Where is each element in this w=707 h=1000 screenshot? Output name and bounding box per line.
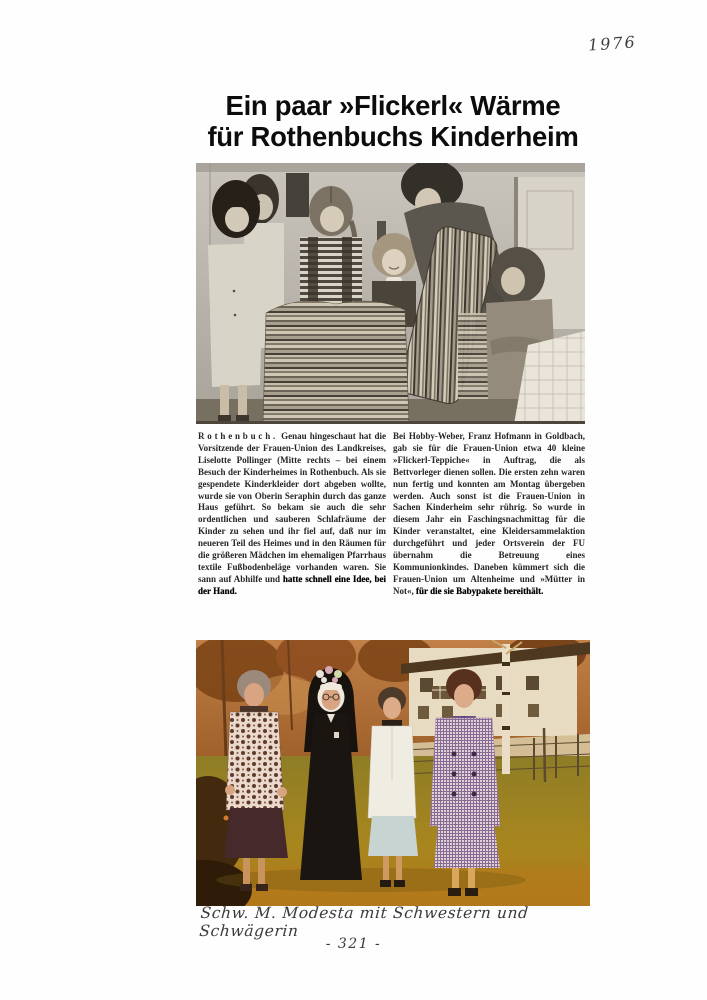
article-column-right [393,431,585,598]
bw-top-blur [196,163,585,172]
lead-in-place: Rothenbuch. [198,431,279,441]
nun [300,666,362,880]
color-group-photo [196,640,590,906]
wall-picture-icon [286,173,309,217]
left-column-text: Genau hingeschaut hat die Vorsitzende der Frauen-Union des Landkreises, Liselotte Pollinger (Mitte rechts – bei einem Besuch der Kinderheimes in Rothenbuch. Als sie gespendete Kinderkleider dort abgeben wollte, wurde sie von Oberin Seraphin durch das ganze Haus geführt. So bekam sie auch die sehr ordentlichen und sauberen Schlafräume der Kinder zu sehen und ihr fiel auf, daß nur im neueren Teil des Heimes und in den Räumen für die größeren Mädchen im ehemaligen Pfarrhaus textile Fußbodenbeläge vorhanden waren. Sie sann auf Abhilfe und [198,431,386,584]
article-body [198,431,585,598]
rug-stack-center [263,301,409,424]
headline-line-1: Ein paar »Flickerl« Wärme [225,90,561,121]
article-column-left [198,431,386,598]
headline-line-2: für Rothenbuchs Kinderheim [207,121,579,152]
right-column-bold-ending: für die sie Babypakete bereithält. [416,585,544,596]
bw-photo-illustration [196,163,585,424]
handwritten-photo-caption: Schw. M. Modesta mit Schwestern und Schwägerin [198,904,530,940]
left-column-bold-ending: hatte schnell eine Idee, bei der Hand. [198,573,386,596]
bw-bottom-edge [196,421,585,424]
article-headline [146,90,640,152]
handwritten-year: 1976 [587,32,638,55]
house [401,642,590,736]
handwritten-page-number: - 321 - [325,936,382,952]
color-photo-illustration [196,640,590,906]
bw-news-photo [196,163,585,424]
right-column-text: Bei Hobby-Weber, Franz Hofmann in Goldbach, gab sie für die Frauen-Union etwa 40 kleine »Flickerl-Teppiche« in Auftrag, die als Bettvorleger dienen sollen. Die ersten zehn waren nun fertig und konnten am Montag übergeben werden. Auch sonst ist die Frauen-Union in Sachen Kinderheim sehr rührig. So wurde in diesem Jahr ein Faschingsnachmittag für die Kinder veranstaltet, eine Kleidersammelaktion durchgeführt und jeder Ortsverein der FU übernahm die Betreuung eines Kommunionkindes. Daneben kümmert sich die Frauen-Union um Altenheime und »Mütter in Not«, [393,431,585,596]
